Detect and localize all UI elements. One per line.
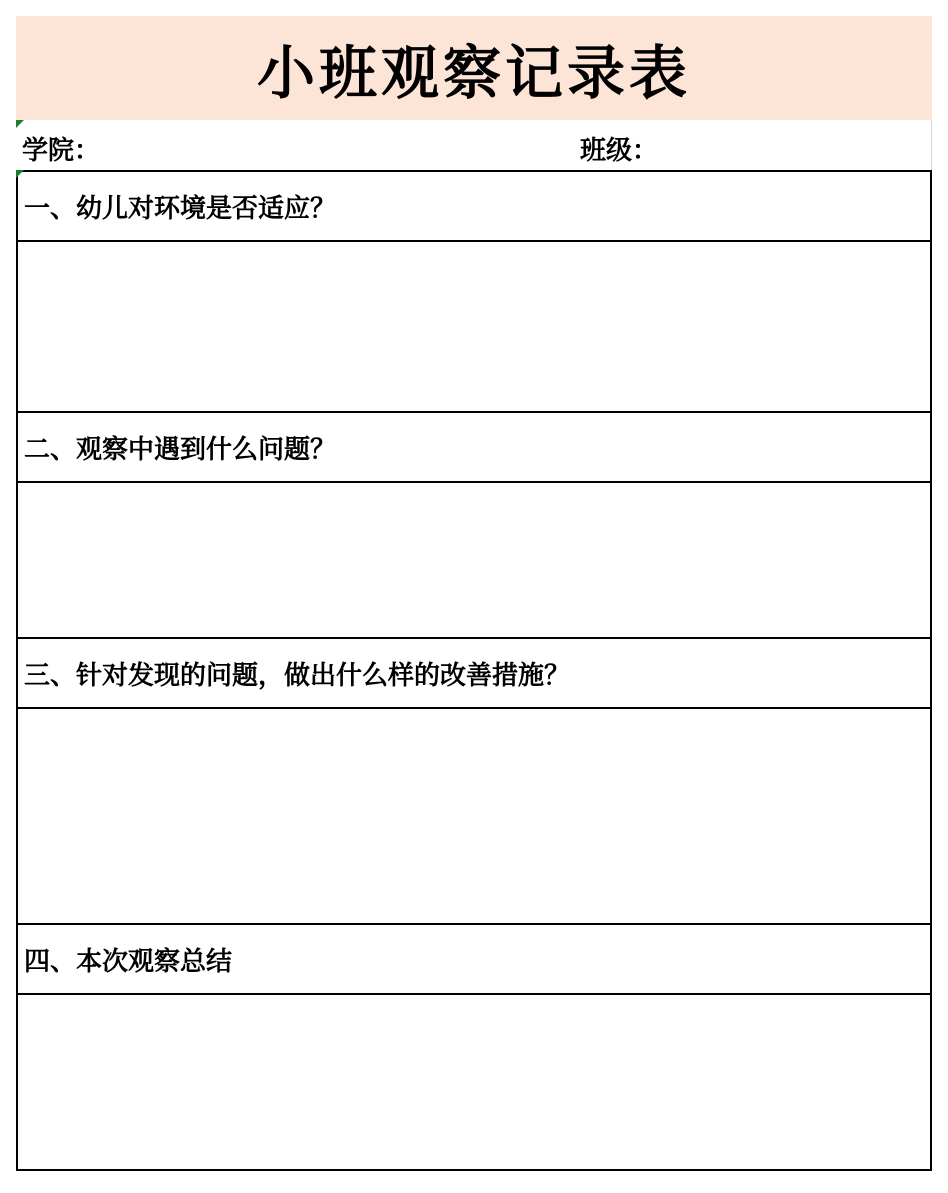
section-heading-environment: 一、幼儿对环境是否适应？ xyxy=(18,172,930,242)
section-heading-summary: 四、本次观察总结 xyxy=(18,925,930,995)
class-field[interactable] xyxy=(580,130,658,167)
cell-comment-marker xyxy=(16,120,24,128)
cell-comment-marker xyxy=(16,170,24,178)
answer-area-environment[interactable] xyxy=(18,242,930,413)
form-table xyxy=(16,170,932,1171)
college-label: 学院： xyxy=(22,136,101,166)
college-field[interactable] xyxy=(22,130,100,167)
form-title: 小班观察记录表 xyxy=(256,39,691,107)
info-row xyxy=(16,120,932,170)
class-label: 班级： xyxy=(580,136,659,166)
answer-area-improvements[interactable] xyxy=(18,709,930,925)
section-heading-improvements: 三、针对发现的问题，做出什么样的改善措施？ xyxy=(18,639,930,709)
title-band xyxy=(16,16,932,120)
answer-area-summary[interactable] xyxy=(18,995,930,1171)
section-heading-problems: 二、观察中遇到什么问题？ xyxy=(18,413,930,483)
observation-form-sheet xyxy=(16,16,932,1171)
answer-area-problems[interactable] xyxy=(18,483,930,639)
